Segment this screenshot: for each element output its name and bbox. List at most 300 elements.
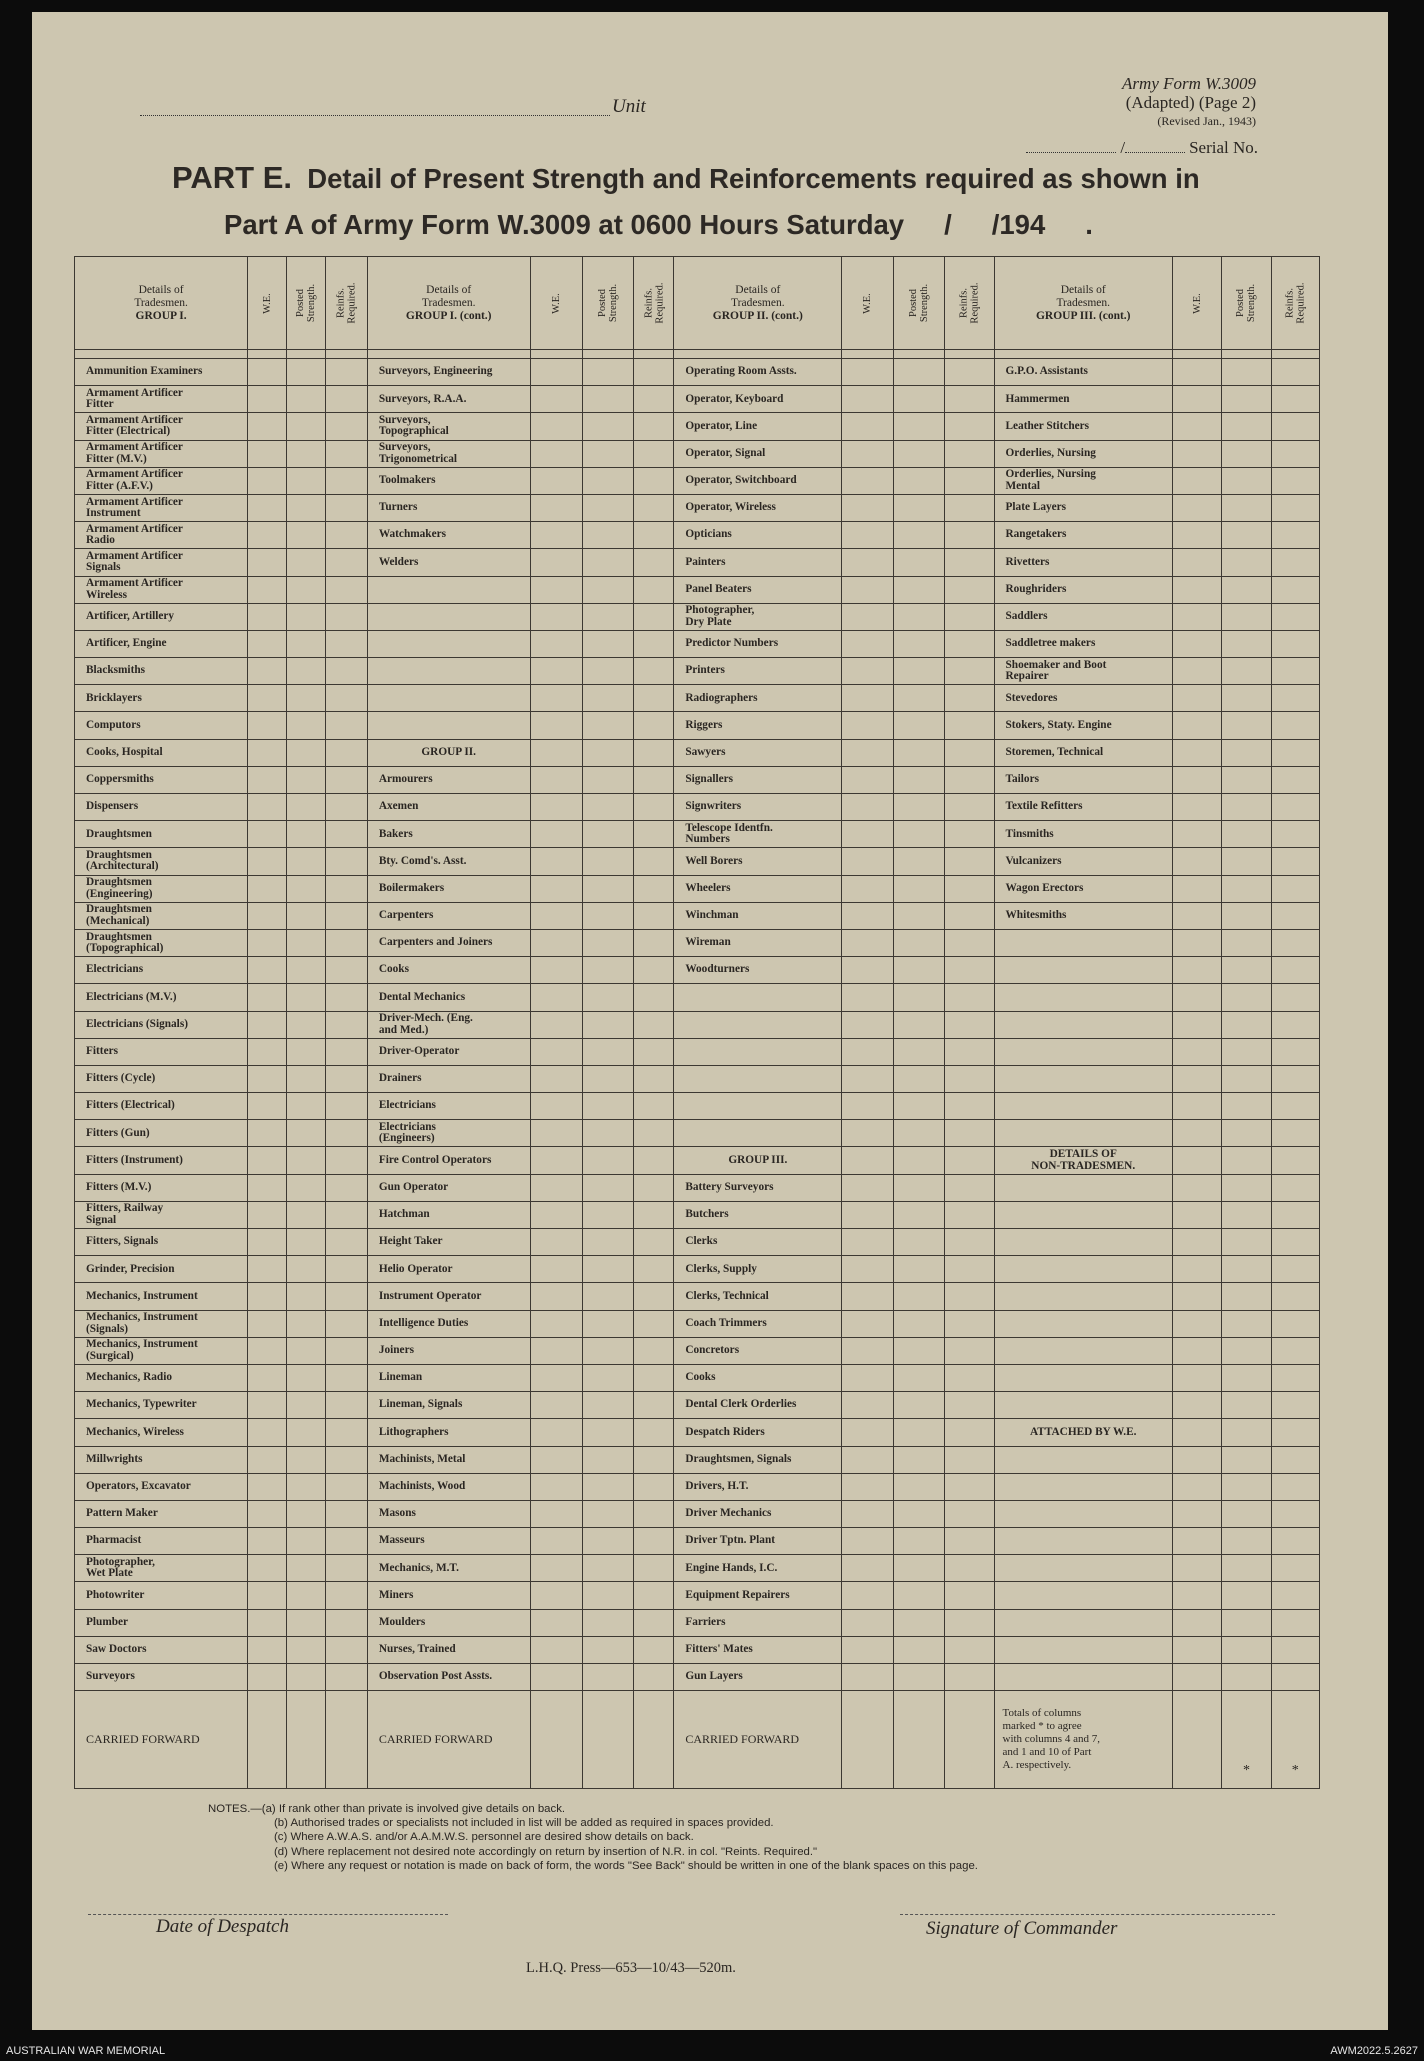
cell-reinfs[interactable]	[945, 1364, 994, 1391]
cell-we[interactable]	[248, 467, 287, 494]
cell-posted[interactable]	[1222, 902, 1271, 929]
cell-posted[interactable]	[287, 494, 326, 521]
cell-reinfs[interactable]	[1271, 1038, 1319, 1065]
cell-posted[interactable]	[893, 1174, 944, 1201]
cell-posted[interactable]	[893, 1011, 944, 1038]
cell-posted[interactable]	[287, 1691, 326, 1789]
cell-posted[interactable]	[893, 467, 944, 494]
cell-posted[interactable]	[893, 440, 944, 467]
cell-posted[interactable]	[583, 1528, 634, 1555]
cell-reinfs[interactable]	[1271, 494, 1319, 521]
cell-we[interactable]	[1172, 1310, 1221, 1337]
cell-reinfs[interactable]	[1271, 1256, 1319, 1283]
cell-we[interactable]	[248, 1500, 287, 1527]
cell-posted[interactable]	[583, 1038, 634, 1065]
cell-we[interactable]	[1172, 1283, 1221, 1310]
cell-reinfs[interactable]	[634, 658, 674, 685]
cell-reinfs[interactable]	[634, 1500, 674, 1527]
cell-we[interactable]	[1172, 712, 1221, 739]
cell-we[interactable]	[530, 630, 582, 657]
cell-we[interactable]	[1172, 1011, 1221, 1038]
cell-posted[interactable]	[287, 848, 326, 875]
cell-we[interactable]	[248, 1310, 287, 1337]
cell-reinfs[interactable]	[945, 794, 994, 821]
cell-we[interactable]	[530, 1038, 582, 1065]
cell-we[interactable]	[248, 1283, 287, 1310]
cell-we[interactable]	[248, 1147, 287, 1174]
cell-posted[interactable]	[583, 494, 634, 521]
cell-posted[interactable]	[1222, 712, 1271, 739]
cell-we[interactable]	[1172, 1364, 1221, 1391]
cell-posted[interactable]	[583, 440, 634, 467]
cell-reinfs[interactable]	[945, 1120, 994, 1147]
cell-posted[interactable]	[893, 984, 944, 1011]
cell-posted[interactable]	[583, 1392, 634, 1419]
cell-we[interactable]	[842, 1147, 893, 1174]
cell-reinfs[interactable]	[634, 1691, 674, 1789]
cell-we[interactable]	[530, 766, 582, 793]
cell-posted[interactable]	[287, 1337, 326, 1364]
cell-reinfs[interactable]	[634, 522, 674, 549]
cell-reinfs[interactable]	[325, 794, 367, 821]
cell-we[interactable]	[248, 984, 287, 1011]
cell-posted[interactable]	[583, 712, 634, 739]
cell-posted[interactable]	[1222, 1120, 1271, 1147]
cell-reinfs[interactable]	[325, 1310, 367, 1337]
cell-we[interactable]	[1172, 1446, 1221, 1473]
cell-posted[interactable]	[583, 1229, 634, 1256]
cell-posted[interactable]	[893, 685, 944, 712]
cell-posted[interactable]	[1222, 1636, 1271, 1663]
cell-we[interactable]	[530, 1283, 582, 1310]
cell-we[interactable]	[1172, 630, 1221, 657]
cell-reinfs[interactable]	[945, 1419, 994, 1446]
cell-we[interactable]	[842, 386, 893, 413]
cell-posted[interactable]	[1222, 386, 1271, 413]
cell-reinfs[interactable]	[325, 766, 367, 793]
cell-posted[interactable]	[1222, 1500, 1271, 1527]
cell-we[interactable]	[842, 739, 893, 766]
cell-reinfs[interactable]	[325, 1364, 367, 1391]
cell-reinfs[interactable]	[325, 929, 367, 956]
cell-we[interactable]	[1172, 494, 1221, 521]
cell-reinfs[interactable]	[1271, 1093, 1319, 1120]
cell-reinfs[interactable]	[1271, 1419, 1319, 1446]
cell-we[interactable]	[1172, 359, 1221, 386]
cell-reinfs[interactable]	[634, 1147, 674, 1174]
cell-we[interactable]	[530, 467, 582, 494]
cell-we[interactable]	[248, 1446, 287, 1473]
cell-posted[interactable]	[583, 359, 634, 386]
cell-we[interactable]	[530, 1691, 582, 1789]
cell-posted[interactable]	[583, 1256, 634, 1283]
cell-we[interactable]	[530, 1174, 582, 1201]
cell-reinfs[interactable]	[945, 549, 994, 576]
cell-posted[interactable]	[893, 413, 944, 440]
cell-we[interactable]	[248, 440, 287, 467]
cell-reinfs[interactable]	[325, 1528, 367, 1555]
cell-posted[interactable]	[1222, 1229, 1271, 1256]
cell-reinfs[interactable]	[945, 1283, 994, 1310]
cell-we[interactable]	[248, 1528, 287, 1555]
cell-reinfs[interactable]	[1271, 440, 1319, 467]
cell-we[interactable]	[1172, 522, 1221, 549]
cell-posted[interactable]	[287, 1256, 326, 1283]
cell-posted[interactable]	[583, 1310, 634, 1337]
cell-posted[interactable]	[583, 1555, 634, 1582]
cell-reinfs[interactable]	[945, 1038, 994, 1065]
cell-posted[interactable]	[287, 1201, 326, 1228]
cell-posted[interactable]	[287, 576, 326, 603]
cell-we[interactable]	[842, 1528, 893, 1555]
cell-reinfs[interactable]	[325, 494, 367, 521]
cell-posted[interactable]	[287, 1636, 326, 1663]
cell-posted[interactable]	[893, 1528, 944, 1555]
cell-we[interactable]	[248, 1392, 287, 1419]
cell-reinfs[interactable]	[325, 1038, 367, 1065]
cell-we[interactable]	[248, 766, 287, 793]
cell-reinfs[interactable]	[945, 1065, 994, 1092]
cell-we[interactable]	[248, 794, 287, 821]
cell-we[interactable]	[842, 467, 893, 494]
cell-we[interactable]	[248, 1419, 287, 1446]
cell-reinfs[interactable]	[1271, 821, 1319, 848]
cell-we[interactable]	[248, 957, 287, 984]
cell-we[interactable]	[530, 848, 582, 875]
cell-reinfs[interactable]	[945, 494, 994, 521]
cell-posted[interactable]	[583, 984, 634, 1011]
cell-reinfs[interactable]	[325, 1147, 367, 1174]
cell-reinfs[interactable]	[945, 576, 994, 603]
cell-reinfs[interactable]	[945, 766, 994, 793]
cell-we[interactable]	[248, 685, 287, 712]
cell-we[interactable]	[530, 359, 582, 386]
cell-we[interactable]	[530, 821, 582, 848]
cell-posted[interactable]	[893, 766, 944, 793]
cell-posted[interactable]	[893, 875, 944, 902]
cell-posted[interactable]	[1222, 1609, 1271, 1636]
cell-reinfs[interactable]	[325, 712, 367, 739]
cell-posted[interactable]	[893, 1120, 944, 1147]
cell-posted[interactable]	[1222, 440, 1271, 467]
cell-we[interactable]	[248, 1473, 287, 1500]
cell-we[interactable]	[248, 1201, 287, 1228]
cell-we[interactable]	[248, 1609, 287, 1636]
cell-posted[interactable]	[583, 848, 634, 875]
cell-we[interactable]	[530, 1528, 582, 1555]
cell-we[interactable]	[530, 522, 582, 549]
cell-we[interactable]	[530, 957, 582, 984]
cell-posted[interactable]	[583, 1065, 634, 1092]
cell-reinfs[interactable]	[634, 1310, 674, 1337]
cell-reinfs[interactable]	[634, 603, 674, 630]
cell-reinfs[interactable]	[634, 1174, 674, 1201]
cell-posted[interactable]	[287, 549, 326, 576]
cell-posted[interactable]	[287, 386, 326, 413]
cell-posted[interactable]	[1222, 1011, 1271, 1038]
cell-posted[interactable]	[893, 1392, 944, 1419]
cell-we[interactable]	[842, 1582, 893, 1609]
cell-posted[interactable]	[583, 1609, 634, 1636]
cell-we[interactable]	[248, 1555, 287, 1582]
cell-we[interactable]	[1172, 1229, 1221, 1256]
cell-posted[interactable]	[1222, 467, 1271, 494]
cell-posted[interactable]	[287, 902, 326, 929]
cell-posted[interactable]	[893, 1065, 944, 1092]
cell-we[interactable]	[842, 1120, 893, 1147]
cell-reinfs[interactable]	[945, 685, 994, 712]
cell-we[interactable]	[248, 1691, 287, 1789]
cell-reinfs[interactable]	[325, 984, 367, 1011]
cell-we[interactable]	[248, 1229, 287, 1256]
cell-we[interactable]	[842, 359, 893, 386]
cell-reinfs[interactable]	[634, 467, 674, 494]
cell-we[interactable]	[842, 1555, 893, 1582]
cell-posted[interactable]	[583, 1664, 634, 1691]
cell-reinfs[interactable]	[945, 957, 994, 984]
cell-we[interactable]	[842, 766, 893, 793]
cell-posted[interactable]	[1222, 630, 1271, 657]
cell-reinfs[interactable]	[634, 1664, 674, 1691]
cell-posted[interactable]	[287, 1609, 326, 1636]
cell-reinfs[interactable]	[325, 359, 367, 386]
cell-we[interactable]	[842, 1609, 893, 1636]
cell-reinfs[interactable]	[945, 1392, 994, 1419]
cell-we[interactable]	[530, 794, 582, 821]
cell-reinfs[interactable]	[945, 1636, 994, 1663]
cell-reinfs[interactable]	[1271, 1065, 1319, 1092]
cell-reinfs[interactable]	[325, 1691, 367, 1789]
cell-reinfs[interactable]	[325, 413, 367, 440]
cell-we[interactable]	[842, 630, 893, 657]
cell-posted[interactable]	[1222, 1283, 1271, 1310]
cell-reinfs[interactable]	[634, 359, 674, 386]
cell-posted[interactable]	[583, 1419, 634, 1446]
cell-reinfs[interactable]	[1271, 1555, 1319, 1582]
cell-reinfs[interactable]	[634, 494, 674, 521]
cell-we[interactable]	[1172, 1065, 1221, 1092]
cell-posted[interactable]	[1222, 929, 1271, 956]
cell-posted[interactable]	[893, 1093, 944, 1120]
cell-posted[interactable]	[287, 522, 326, 549]
cell-reinfs[interactable]	[945, 1147, 994, 1174]
cell-posted[interactable]	[1222, 603, 1271, 630]
cell-reinfs[interactable]	[634, 712, 674, 739]
cell-we[interactable]	[248, 1065, 287, 1092]
cell-posted[interactable]	[1222, 1473, 1271, 1500]
cell-posted[interactable]	[1222, 576, 1271, 603]
cell-we[interactable]	[842, 576, 893, 603]
cell-reinfs[interactable]	[945, 875, 994, 902]
cell-posted[interactable]	[287, 413, 326, 440]
cell-posted[interactable]	[1222, 794, 1271, 821]
cell-reinfs[interactable]	[1271, 848, 1319, 875]
cell-posted[interactable]	[1222, 1528, 1271, 1555]
cell-we[interactable]	[530, 1555, 582, 1582]
cell-posted[interactable]	[287, 1582, 326, 1609]
cell-posted[interactable]	[287, 957, 326, 984]
cell-reinfs[interactable]	[945, 1201, 994, 1228]
cell-posted[interactable]	[1222, 1147, 1271, 1174]
cell-reinfs[interactable]	[325, 440, 367, 467]
cell-we[interactable]	[530, 576, 582, 603]
cell-reinfs[interactable]	[634, 1256, 674, 1283]
cell-posted[interactable]	[583, 1174, 634, 1201]
cell-reinfs[interactable]	[634, 1446, 674, 1473]
cell-posted[interactable]	[893, 603, 944, 630]
cell-reinfs[interactable]	[945, 386, 994, 413]
cell-posted[interactable]	[1222, 1065, 1271, 1092]
cell-reinfs[interactable]	[1271, 957, 1319, 984]
cell-we[interactable]	[842, 1038, 893, 1065]
cell-reinfs[interactable]	[325, 1636, 367, 1663]
cell-we[interactable]	[842, 1392, 893, 1419]
cell-reinfs[interactable]	[325, 957, 367, 984]
cell-we[interactable]	[842, 984, 893, 1011]
cell-reinfs[interactable]	[945, 1093, 994, 1120]
cell-reinfs[interactable]	[325, 603, 367, 630]
cell-reinfs[interactable]	[325, 1283, 367, 1310]
cell-posted[interactable]	[1222, 1310, 1271, 1337]
cell-we[interactable]	[530, 1256, 582, 1283]
cell-posted[interactable]	[583, 794, 634, 821]
cell-reinfs[interactable]	[1271, 1364, 1319, 1391]
cell-reinfs[interactable]	[634, 630, 674, 657]
cell-reinfs[interactable]	[1271, 1528, 1319, 1555]
cell-we[interactable]	[530, 1093, 582, 1120]
cell-we[interactable]	[530, 984, 582, 1011]
cell-we[interactable]	[530, 1446, 582, 1473]
cell-posted[interactable]	[287, 467, 326, 494]
cell-we[interactable]	[1172, 1473, 1221, 1500]
cell-we[interactable]	[530, 1582, 582, 1609]
cell-we[interactable]	[1172, 739, 1221, 766]
cell-posted[interactable]	[893, 1500, 944, 1527]
cell-we[interactable]	[530, 1500, 582, 1527]
cell-posted[interactable]	[583, 1500, 634, 1527]
cell-we[interactable]	[842, 685, 893, 712]
cell-reinfs[interactable]	[1271, 1120, 1319, 1147]
cell-we[interactable]	[842, 1093, 893, 1120]
cell-we[interactable]	[1172, 1337, 1221, 1364]
cell-reinfs[interactable]	[945, 1664, 994, 1691]
cell-we[interactable]	[842, 1283, 893, 1310]
cell-we[interactable]	[1172, 1256, 1221, 1283]
cell-posted[interactable]	[893, 821, 944, 848]
cell-we[interactable]	[530, 1419, 582, 1446]
cell-we[interactable]	[530, 1310, 582, 1337]
cell-posted[interactable]	[287, 875, 326, 902]
cell-reinfs[interactable]	[634, 576, 674, 603]
cell-we[interactable]	[530, 875, 582, 902]
cell-posted[interactable]	[583, 658, 634, 685]
cell-posted[interactable]	[583, 413, 634, 440]
cell-reinfs[interactable]	[1271, 712, 1319, 739]
cell-we[interactable]	[530, 1120, 582, 1147]
cell-reinfs[interactable]	[325, 1201, 367, 1228]
cell-reinfs[interactable]	[945, 1500, 994, 1527]
cell-reinfs[interactable]	[634, 1337, 674, 1364]
cell-we[interactable]	[1172, 821, 1221, 848]
cell-posted[interactable]	[287, 1174, 326, 1201]
cell-reinfs[interactable]	[325, 1582, 367, 1609]
cell-reinfs[interactable]	[634, 875, 674, 902]
cell-reinfs[interactable]	[1271, 630, 1319, 657]
cell-reinfs[interactable]	[325, 1229, 367, 1256]
cell-posted[interactable]	[287, 1310, 326, 1337]
cell-we[interactable]	[1172, 1691, 1221, 1789]
cell-we[interactable]	[842, 494, 893, 521]
cell-reinfs[interactable]	[325, 739, 367, 766]
cell-reinfs[interactable]	[325, 821, 367, 848]
cell-posted[interactable]	[287, 1555, 326, 1582]
cell-reinfs[interactable]	[1271, 1392, 1319, 1419]
cell-reinfs[interactable]	[1271, 1337, 1319, 1364]
cell-posted[interactable]	[893, 1609, 944, 1636]
cell-we[interactable]	[1172, 685, 1221, 712]
cell-reinfs[interactable]	[634, 549, 674, 576]
cell-we[interactable]	[1172, 1147, 1221, 1174]
cell-posted[interactable]	[583, 1337, 634, 1364]
cell-we[interactable]	[842, 1636, 893, 1663]
cell-posted[interactable]	[287, 1500, 326, 1527]
cell-posted[interactable]	[1222, 522, 1271, 549]
cell-reinfs[interactable]	[1271, 1201, 1319, 1228]
cell-reinfs[interactable]	[1271, 603, 1319, 630]
cell-reinfs[interactable]	[1271, 685, 1319, 712]
cell-we[interactable]	[248, 929, 287, 956]
cell-we[interactable]	[530, 1609, 582, 1636]
cell-posted[interactable]	[287, 1120, 326, 1147]
cell-reinfs[interactable]	[634, 1419, 674, 1446]
cell-reinfs[interactable]	[1271, 902, 1319, 929]
cell-reinfs[interactable]	[945, 1609, 994, 1636]
cell-reinfs[interactable]	[1271, 549, 1319, 576]
cell-we[interactable]	[530, 603, 582, 630]
cell-posted[interactable]	[893, 658, 944, 685]
cell-we[interactable]	[248, 386, 287, 413]
cell-posted[interactable]	[893, 1201, 944, 1228]
cell-posted[interactable]	[287, 1419, 326, 1446]
cell-we[interactable]	[1172, 766, 1221, 793]
cell-posted[interactable]	[1222, 685, 1271, 712]
cell-posted[interactable]	[893, 494, 944, 521]
cell-we[interactable]	[530, 1337, 582, 1364]
cell-reinfs[interactable]	[325, 467, 367, 494]
cell-we[interactable]	[842, 1174, 893, 1201]
cell-we[interactable]	[248, 549, 287, 576]
cell-posted[interactable]	[583, 576, 634, 603]
cell-reinfs[interactable]	[634, 1093, 674, 1120]
cell-reinfs[interactable]	[945, 1011, 994, 1038]
cell-reinfs[interactable]	[634, 440, 674, 467]
cell-posted[interactable]	[893, 957, 944, 984]
cell-we[interactable]	[1172, 1392, 1221, 1419]
cell-posted[interactable]	[287, 359, 326, 386]
cell-we[interactable]	[248, 630, 287, 657]
cell-posted[interactable]	[287, 1283, 326, 1310]
cell-reinfs[interactable]	[634, 1011, 674, 1038]
cell-posted[interactable]	[287, 984, 326, 1011]
cell-we[interactable]	[530, 549, 582, 576]
cell-we[interactable]	[1172, 1093, 1221, 1120]
cell-we[interactable]	[842, 1065, 893, 1092]
cell-reinfs[interactable]	[945, 929, 994, 956]
cell-posted[interactable]	[1222, 1582, 1271, 1609]
cell-reinfs[interactable]	[1271, 1609, 1319, 1636]
cell-we[interactable]	[842, 440, 893, 467]
cell-reinfs[interactable]	[945, 848, 994, 875]
